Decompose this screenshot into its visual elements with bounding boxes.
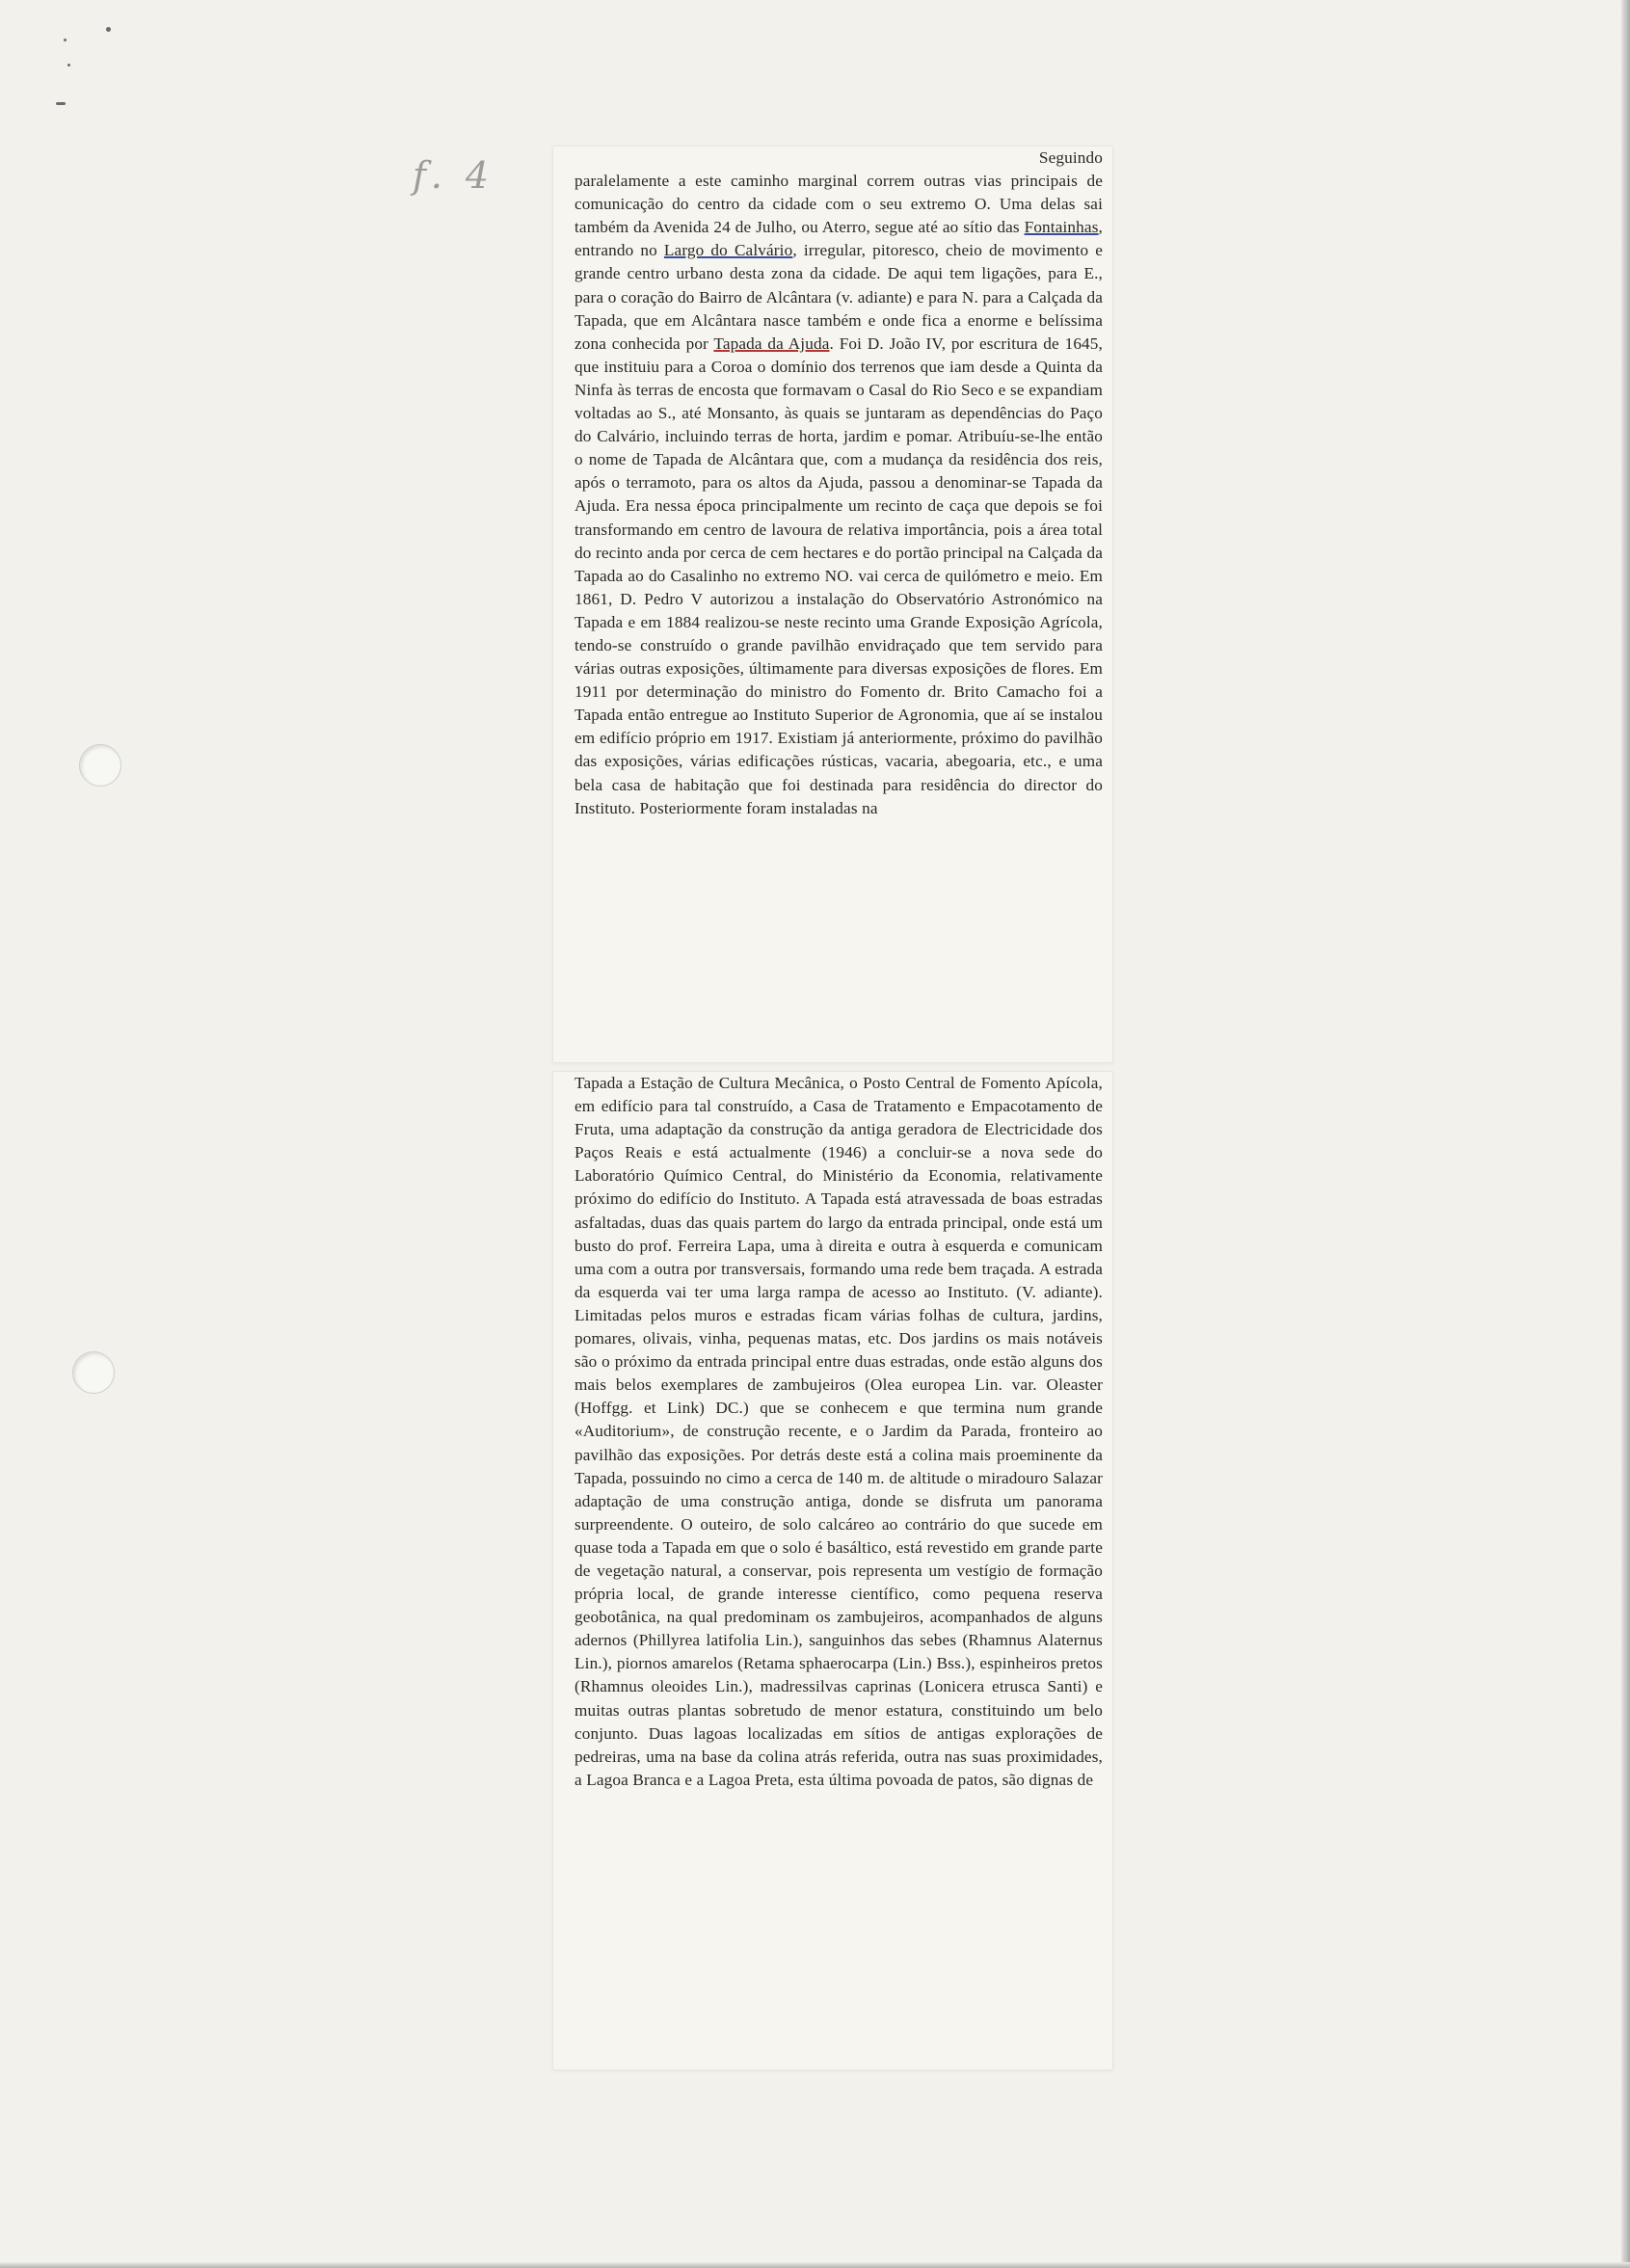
clipping-bottom-text: Tapada a Estação de Cultura Mecânica, o Posto Central de Fomento Apícola, em edifício para tal construído, a Casa de Tratamento e Empacotamento de Fruta, uma adaptação da construção da antiga geradora de Electricidade dos Paços Reais e está actualmente (1946) a concluir-se a nova sede do Laboratório Químico Central, do Ministério da Economia, relativamente próximo do edifício do Instituto. A Tapada está atravessada de boas estradas asfaltadas, duas das quais partem do largo da entrada principal, onde está um busto do prof. Ferreira Lapa, uma à direita e outra à esquerda e comunicam uma com a outra por transversais, formando uma rede bem traçada. A estrada da esquerda vai ter uma larga rampa de acesso ao Instituto. (V. adiante). Limitadas pelos muros e estradas ficam várias folhas de cultura, jardins, pomares, olivais, vinha, pequenas matas, etc. Dos jardins os mais notáveis são o próximo da entrada principal entre duas estradas, onde estão alguns dos mais belos exemplares de zambujeiros (Olea europea Lin. var. Oleaster (Hoffgg. et Link) DC.) que se conhecem e que termina num grande «Auditorium», de construção recente, e o Jardim da Parada, fronteiro ao pavilhão das exposições. Por detrás deste está a colina mais proeminente da Tapada, possuindo no cimo a cerca de 140 m. de altitude o miradouro Salazar adaptação de uma construção antiga, donde se disfruta um panorama surpreendente. O outeiro, de solo calcáreo ao contrário do que sucede em quase toda a Tapada em que o solo é basáltico, está revestido em grande parte de vegetação natural, a conservar, pois representa um vestígio de formação própria local, de grande interesse científico, como pequena reserva geobotânica, na qual predominam os zambujeiros, acompanhados de alguns adernos (Phillyrea latifolia Lin.), sanguinhos das sebes (Rhamnus Alaternus Lin.), piornos amarelos (Retama sphaerocarpa (Lin.) Bss.), espinheiros pretos (Rhamnus oleoides Lin.), madressilvas caprinas (Lonicera etrusca Santi) e muitas outras plantas sobretudo de menor estatura, constituindo um belo conjunto. Duas lagoas localizadas em sítios de antigas explorações de pedreiras, uma na base da colina atrás referida, outra nas suas proximidades, a Lagoa Branca e a Lagoa Preta, esta última povoada de patos, são dignas de (575, 1074, 1103, 1789)
clipping-bottom (553, 1072, 1112, 2069)
page-bottom-edge (0, 2262, 1630, 2268)
lead-word: Seguindo (1038, 148, 1103, 167)
place-largo-do-calvario: Largo do Calvário (663, 241, 793, 260)
text-segment: paralelamente a este caminho marginal correm outras vias principais de comunicação do centro da cidade com o seu extremo O. Uma delas sai também da Avenida 24 de Julho, ou Aterro, segue até ao sítio das (575, 172, 1103, 237)
punch-hole (79, 744, 121, 787)
scan-speck (106, 27, 111, 32)
place-tapada-da-ajuda: Tapada da Ajuda (713, 334, 830, 353)
text-segment: . Foi D. João IV, por escritura de 1645, que instituiu para a Coroa o domínio dos terrenos que iam desde a Quinta da Ninfa às terras de encosta que formavam o Casal do Rio Seco e se expandiam voltadas ao S., até Monsanto, às quais se juntaram as dependências do Paço do Calvário, incluindo terras de horta, jardim e pomar. Atribuíu-se-lhe então o nome de Tapada de Alcântara que, com a mudança da residência dos reis, após o terramoto, para os altos da Ajuda, passou a denominar-se Tapada da Ajuda. Era nessa época principalmente um recinto de caça que depois se foi transformando em centro de lavoura de relativa importância, pois a área total do recinto anda por cerca de cem hectares e do portão principal na Calçada da Tapada ao do Casalinho no extremo NO. vai cerca de quilómetro e meio. Em 1861, D. Pedro V autorizou a instalação do Observatório Astronómico na Tapada e em 1884 realizou-se neste recinto uma Grande Exposição Agrícola, tendo-se construído o grande pavilhão envidraçado que tem servido para várias outras exposições, últimamente para diversas exposições de flores. Em 1911 por determinação do ministro do Fomento dr. Brito Camacho foi a Tapada então entregue ao Instituto Superior de Agronomia, que aí se instalou em edifício próprio em 1917. Existiam já anteriormente, próximo do pavilhão das exposições, várias edificações rústicas, vacaria, abegoaria, etc., e uma bela casa de habitação que foi destinada para residência do director do Instituto. Posteriormente foram instaladas na (575, 334, 1103, 817)
scan-speck (64, 39, 67, 41)
clipping-top (553, 147, 1112, 1062)
folio-mark: f. 4 (413, 154, 495, 197)
punch-hole (72, 1351, 115, 1394)
scan-speck (67, 64, 70, 67)
place-fontainhas: Fontainhas (1024, 218, 1099, 237)
text-segment: , entrando no (575, 218, 1103, 260)
text-segment: , irregular, pitoresco, cheio de movimento e grande centro urbano desta zona da cidade. De aqui tem ligações, para E., para o coração do Bairro de Alcântara (v. adiante) e para N. para a Calçada da Tapada, que em Alcântara nasce também e onde fica a enorme e belíssima zona conhecida por (575, 241, 1104, 353)
clipping-top-text (575, 147, 1103, 820)
scan-speck (56, 102, 66, 105)
page-right-edge (1621, 0, 1630, 2268)
